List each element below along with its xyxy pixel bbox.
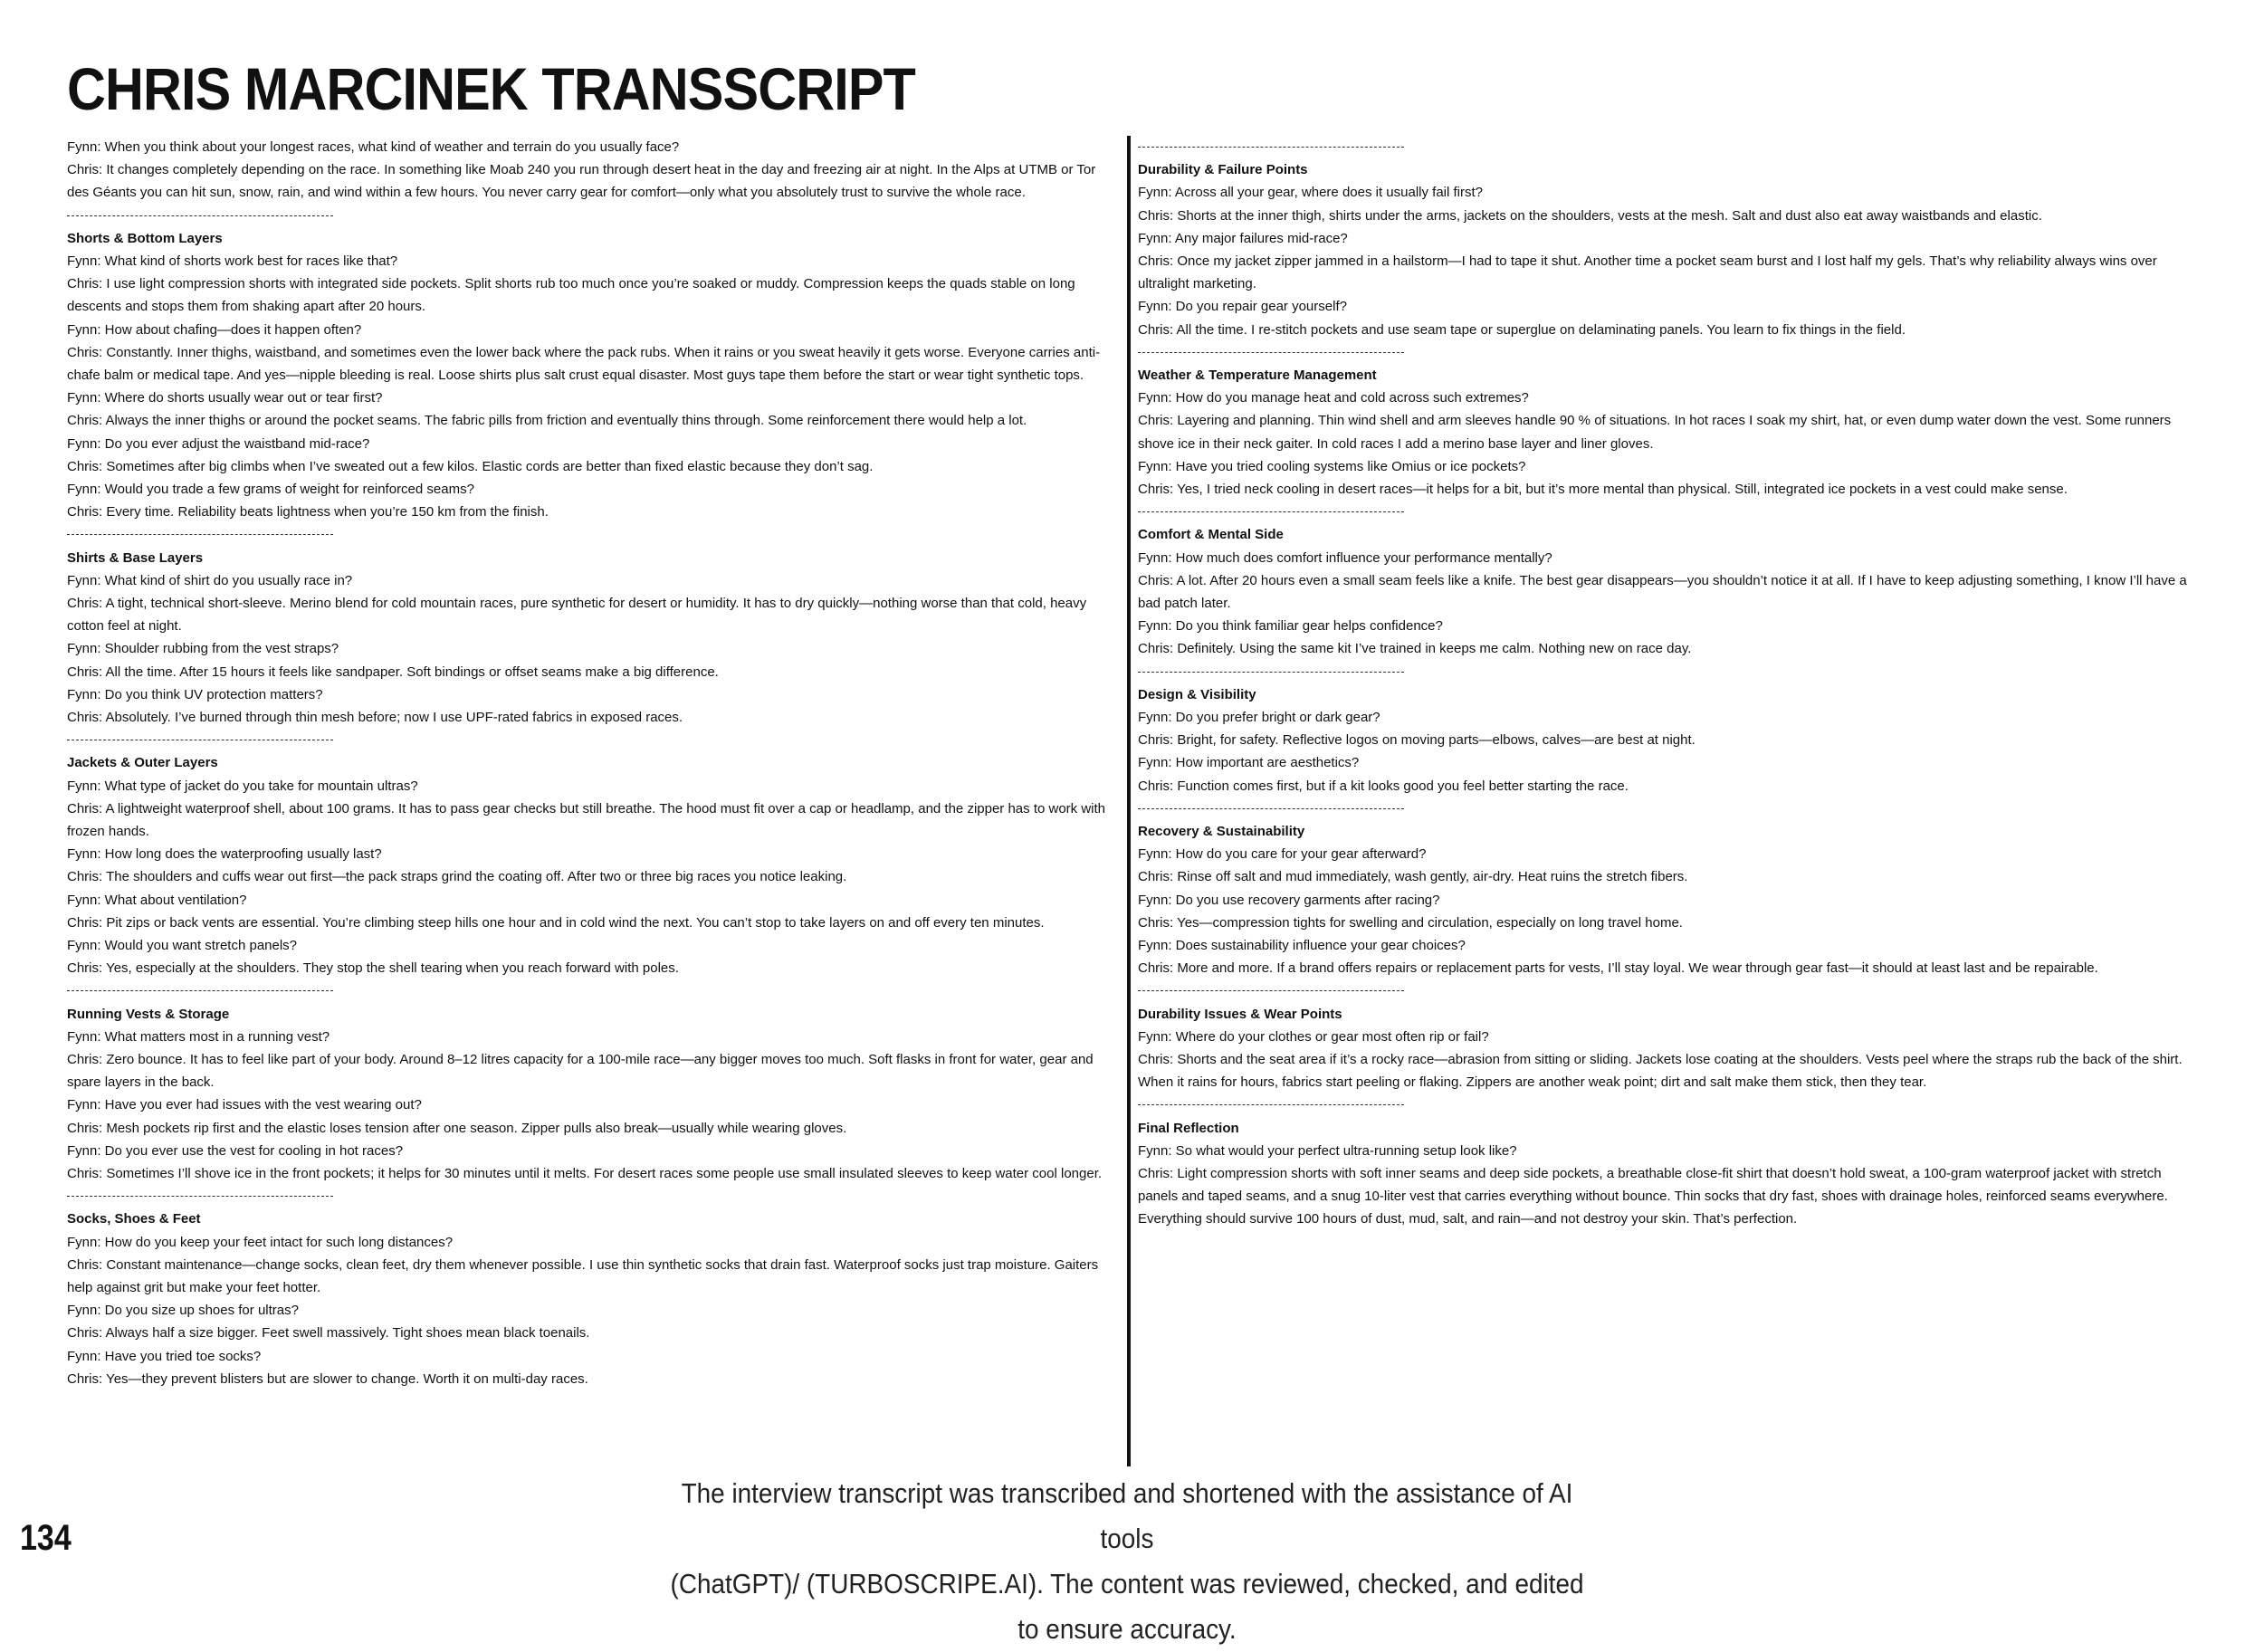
transcript-section (67, 205, 1117, 524)
interviewer-question: Fynn: How important are aesthetics? (1138, 755, 1360, 771)
interviewee-answer: Chris: Yes, especially at the shoulders. They stop the shell tearing when you reach forward with poles. (67, 960, 679, 977)
interviewee-answer: Chris: Zero bounce. It has to feel like part of your body. Around 8–12 litres capacity for a 100-mile race—any bigger moves too much. Soft flasks in front for water, gear and spare layers in the back. (67, 1052, 1094, 1091)
interviewer-question: Fynn: When you think about your longest races, what kind of weather and terrain do you usually face? (67, 139, 680, 155)
transcript-column-left (67, 136, 1117, 1390)
interviewer-question: Fynn: How do you keep your feet intact for such long distances? (67, 1234, 454, 1250)
section-divider (1138, 661, 2195, 683)
interviewee-answer: Chris: All the time. I re-stitch pockets and use seam tape or superglue on delaminating panels. You learn to fix things in the field. (1138, 321, 1906, 338)
interviewer-question: Fynn: Have you tried toe socks? (67, 1348, 262, 1364)
interviewee-answer: Chris: Bright, for safety. Reflective logos on moving parts—elbows, calves—are best at night. (1138, 732, 1696, 749)
interviewer-question: Fynn: What kind of shirt do you usually race in? (67, 572, 353, 588)
interviewer-question: Fynn: Do you think familiar gear helps confidence? (1138, 618, 1443, 635)
interviewer-question: Fynn: Do you ever adjust the waistband mid-race? (67, 435, 370, 452)
section-divider (1138, 501, 2195, 523)
interviewer-question: Fynn: How much does comfort influence your performance mentally? (1138, 549, 1552, 566)
section-heading: Durability & Failure Points (1138, 162, 1308, 178)
section-heading: Final Reflection (1138, 1120, 1239, 1136)
footer-note (667, 1471, 1588, 1652)
interviewer-question: Fynn: Where do shorts usually wear out or tear first? (67, 390, 383, 406)
interviewer-question: Fynn: Have you tried cooling systems like Omius or ice pockets? (1138, 458, 1526, 474)
interviewer-question: Fynn: Do you think UV protection matters? (67, 686, 323, 702)
footer-note-line-2: (ChatGPT)/ (TURBOSCRIPE.AI). The content was reviewed, checked, and edited to ensure accuracy. (670, 1568, 1584, 1645)
footer-note-line-1: The interview transcript was transcribed and shortened with the assistance of AI tools (681, 1477, 1573, 1554)
section-divider (1138, 136, 2195, 158)
interviewer-question: Fynn: What about ventilation? (67, 892, 247, 908)
interviewer-question: Fynn: Do you use recovery garments after racing? (1138, 892, 1440, 908)
interviewee-answer: Chris: Shorts and the seat area if it’s a rocky race—abrasion from sitting or sliding. Jackets lose coating at the shoulders. Vests peel where the straps rub the back of the shirt. When it rains for hours, fabrics start peeling or flaking. Zippers are another weak point; dirt and salt make them stick, then they tear. (1138, 1052, 2183, 1091)
section-divider (67, 205, 1117, 227)
interviewee-answer: Chris: Every time. Reliability beats lightness when you’re 150 km from the finish. (67, 504, 549, 520)
interviewer-question: Fynn: How about chafing—does it happen often? (67, 321, 362, 338)
interviewee-answer: Chris: Sometimes I’ll shove ice in the front pockets; it helps for 30 minutes until it melts. For desert races some people use small insulated sleeves to keep water cool longer. (67, 1166, 1103, 1182)
interviewee-answer: Chris: Layering and planning. Thin wind shell and arm sleeves handle 90 % of situations. In hot races I soak my shirt, hat, or even dump water down the vest. Some runners shove ice in their neck gaiter. In cold races I add a merino base layer and liner gloves. (1138, 413, 2172, 452)
transcript-section (1138, 341, 2195, 501)
interviewer-question: Fynn: How do you manage heat and cold across such extremes? (1138, 390, 1529, 406)
interviewer-question: Fynn: Does sustainability influence your gear choices? (1138, 938, 1466, 954)
interviewee-answer: Chris: Once my jacket zipper jammed in a hailstorm—I had to tape it shut. Another time a pocket seam burst and I lost half my gels. That’s why reliability always wins over ultralight marketing. (1138, 253, 2157, 292)
interviewee-answer: Chris: I use light compression shorts with integrated side pockets. Split shorts rub too much once you’re soaked or muddy. Compression keeps the quads stable on long descents and stops them from shaking apart after 20 hours. (67, 276, 1075, 315)
transcript-section (1138, 979, 2195, 1093)
transcript-section (1138, 136, 2195, 341)
interviewee-answer: Chris: Absolutely. I’ve burned through thin mesh before; now I use UPF-rated fabrics in exposed races. (67, 710, 683, 726)
interviewee-answer: Chris: The shoulders and cuffs wear out first—the pack straps grind the coating off. After two or three big races you notice leaking. (67, 869, 847, 885)
interviewee-answer: Chris: A tight, technical short-sleeve. Merino blend for cold mountain races, pure synthetic for desert or humidity. It has to dry quickly—nothing worse than that cold, heavy cotton feel at night. (67, 596, 1087, 635)
transcript-column-right (1138, 136, 2195, 1231)
interviewer-question: Fynn: Shoulder rubbing from the vest straps? (67, 641, 339, 657)
interviewee-answer: Chris: Yes, I tried neck cooling in desert races—it helps for a bit, but it’s more mental than physical. Still, integrated ice pockets in a vest could make sense. (1138, 482, 2068, 498)
interviewee-answer: Chris: Light compression shorts with soft inner seams and deep side pockets, a breathable close-fit shirt that doesn’t hold sweat, a 100-gram waterproof jacket with stretch panels and taped seams, and a snug 10-liter vest that carries everything without bounce. Thin socks that dry fast, shoes with drainage holes, reinforced seams everywhere. Everything should survive 100 hours of dust, mud, salt, and rain—and not destroy your skin. That’s perfection. (1138, 1166, 2168, 1227)
section-divider (1138, 341, 2195, 364)
transcript-section (1138, 1093, 2195, 1230)
page-number: 134 (20, 1518, 72, 1558)
interviewer-question: Fynn: What type of jacket do you take for mountain ultras? (67, 778, 418, 794)
transcript-section (1138, 797, 2195, 980)
interviewee-answer: Chris: It changes completely depending on the race. In something like Moab 240 you run through desert heat in the day and freezing air at night. In the Alps at UTMB or Tor des Géants you can hit sun, snow, rain, and wind within a few hours. You never carry gear for comfort—only what you absolutely trust to survive the whole race. (67, 162, 1096, 201)
interviewee-answer: Chris: Function comes first, but if a kit looks good you feel better starting the race. (1138, 778, 1629, 794)
interviewee-answer: Chris: Definitely. Using the same kit I’ve trained in keeps me calm. Nothing new on race day. (1138, 641, 1692, 657)
interviewee-answer: Chris: Always the inner thighs or around the pocket seams. The fabric pills from friction and eventually thins through. Some reinforcement there would help a lot. (67, 413, 1027, 429)
interviewer-question: Fynn: Would you want stretch panels? (67, 938, 298, 954)
interviewee-answer: Chris: All the time. After 15 hours it feels like sandpaper. Soft bindings or offset seams make a big difference. (67, 664, 719, 680)
interviewer-question: Fynn: What matters most in a running vest? (67, 1028, 330, 1045)
section-divider (1138, 1093, 2195, 1116)
interviewee-answer: Chris: A lot. After 20 hours even a small seam feels like a knife. The best gear disappears—you shouldn’t notice it at all. If I have to keep adjusting something, I know I’ll have a bad patch later. (1138, 572, 2187, 612)
interviewee-answer: Chris: A lightweight waterproof shell, about 100 grams. It has to pass gear checks but still breathe. The hood must fit over a cap or headlamp, and the zipper has to work with frozen hands. (67, 800, 1106, 840)
interviewer-question: Fynn: Any major failures mid-race? (1138, 230, 1348, 246)
section-heading: Recovery & Sustainability (1138, 824, 1305, 840)
interviewer-question: Fynn: Would you trade a few grams of weight for reinforced seams? (67, 482, 474, 498)
interviewee-answer: Chris: Rinse off salt and mud immediately, wash gently, air-dry. Heat ruins the stretch fibers. (1138, 869, 1688, 885)
interviewee-answer: Chris: Yes—they prevent blisters but are slower to change. Worth it on multi-day races. (67, 1370, 588, 1387)
section-divider (67, 979, 1117, 1002)
transcript-section (67, 729, 1117, 979)
interviewer-question: Fynn: What kind of shorts work best for races like that? (67, 253, 398, 269)
interviewer-question: Fynn: Where do your clothes or gear most often rip or fail? (1138, 1028, 1489, 1045)
interviewee-answer: Chris: Sometimes after big climbs when I’ve sweated out a few kilos. Elastic cords are better than fixed elastic because they don’t sag. (67, 458, 874, 474)
section-heading: Weather & Temperature Management (1138, 368, 1377, 383)
interviewer-question: Fynn: Have you ever had issues with the vest wearing out? (67, 1097, 422, 1113)
transcript-section (1138, 661, 2195, 797)
transcript-section (67, 136, 1117, 205)
interviewer-question: Fynn: How long does the waterproofing usually last? (67, 846, 382, 863)
column-divider-rule (1127, 136, 1131, 1466)
interviewee-answer: Chris: Pit zips or back vents are essential. You’re climbing steep hills one hour and in cold wind the next. You can’t stop to take layers on and off every ten minutes. (67, 914, 1045, 931)
section-divider (67, 1185, 1117, 1208)
interviewee-answer: Chris: Shorts at the inner thigh, shirts under the arms, jackets on the shoulders, vests at the mesh. Salt and dust also eat away waistbands and elastic. (1138, 207, 2042, 224)
section-divider (1138, 797, 2195, 820)
page-title: CHRIS MARCINEK TRANSSCRIPT (67, 55, 915, 122)
interviewer-question: Fynn: Do you ever use the vest for cooling in hot races? (67, 1142, 404, 1159)
interviewer-question: Fynn: Do you repair gear yourself? (1138, 299, 1347, 315)
interviewee-answer: Chris: Constant maintenance—change socks, clean feet, dry them whenever possible. I use thin synthetic socks that drain fast. Waterproof socks just trap moisture. Gaiters help against grit but make your feet hotter. (67, 1256, 1099, 1296)
section-heading: Design & Visibility (1138, 686, 1256, 702)
section-heading: Running Vests & Storage (67, 1006, 230, 1022)
transcript-section (67, 523, 1117, 729)
interviewer-question: Fynn: Do you prefer bright or dark gear? (1138, 710, 1380, 726)
interviewee-answer: Chris: Constantly. Inner thighs, waistband, and sometimes even the lower back where the pack rubs. When it rains or you sweat heavily it gets worse. Everyone carries anti-chafe balm or medical tape. And yes—nipple bleeding is real. Loose shirts plus salt crust equal disaster. Most guys tape them before the start or wear tight synthetic tops. (67, 344, 1101, 384)
interviewer-question: Fynn: So what would your perfect ultra-running setup look like? (1138, 1142, 1517, 1159)
interviewer-question: Fynn: How do you care for your gear afterward? (1138, 846, 1427, 863)
interviewer-question: Fynn: Across all your gear, where does it usually fail first? (1138, 185, 1484, 201)
section-heading: Jackets & Outer Layers (67, 755, 218, 771)
interviewee-answer: Chris: More and more. If a brand offers repairs or replacement parts for vests, I’ll stay loyal. We wear through gear fast—it should at least last and be repairable. (1138, 960, 2098, 977)
interviewee-answer: Chris: Always half a size bigger. Feet swell massively. Tight shoes mean black toenails. (67, 1325, 590, 1342)
interviewee-answer: Chris: Mesh pockets rip first and the elastic loses tension after one season. Zipper pulls also break—usually while wearing gloves. (67, 1120, 847, 1136)
interviewer-question: Fynn: Do you size up shoes for ultras? (67, 1303, 299, 1319)
section-divider (67, 729, 1117, 751)
section-heading: Durability Issues & Wear Points (1138, 1006, 1342, 1022)
section-heading: Shirts & Base Layers (67, 549, 204, 566)
interviewee-answer: Chris: Yes—compression tights for swelling and circulation, especially on long travel home. (1138, 914, 1683, 931)
section-divider (67, 523, 1117, 546)
section-heading: Comfort & Mental Side (1138, 527, 1284, 543)
section-divider (1138, 979, 2195, 1002)
transcript-section (1138, 501, 2195, 660)
transcript-section (67, 979, 1117, 1185)
section-heading: Socks, Shoes & Feet (67, 1211, 201, 1227)
section-heading: Shorts & Bottom Layers (67, 230, 223, 246)
transcript-section (67, 1185, 1117, 1390)
